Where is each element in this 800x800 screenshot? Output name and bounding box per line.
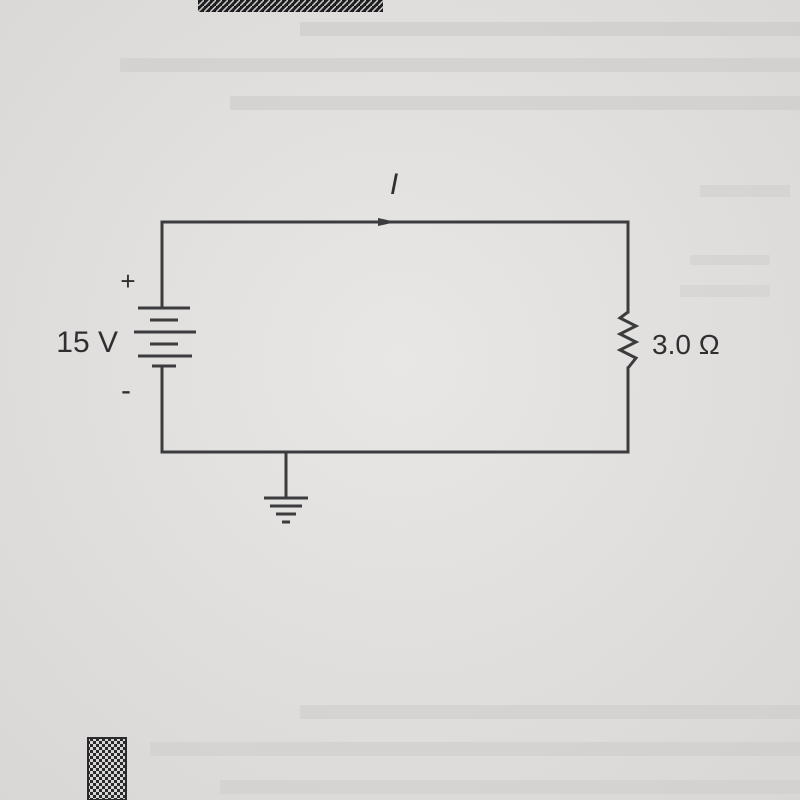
- resistance-label: 3.0 Ω: [652, 329, 720, 360]
- battery-voltage-label: 15 V: [56, 326, 118, 359]
- bottom-scan-artifact: [88, 738, 126, 800]
- top-scan-artifact: [198, 0, 383, 12]
- current-label: I: [389, 168, 399, 201]
- battery-plus-sign: +: [120, 266, 136, 296]
- battery-minus-sign: -: [121, 374, 131, 407]
